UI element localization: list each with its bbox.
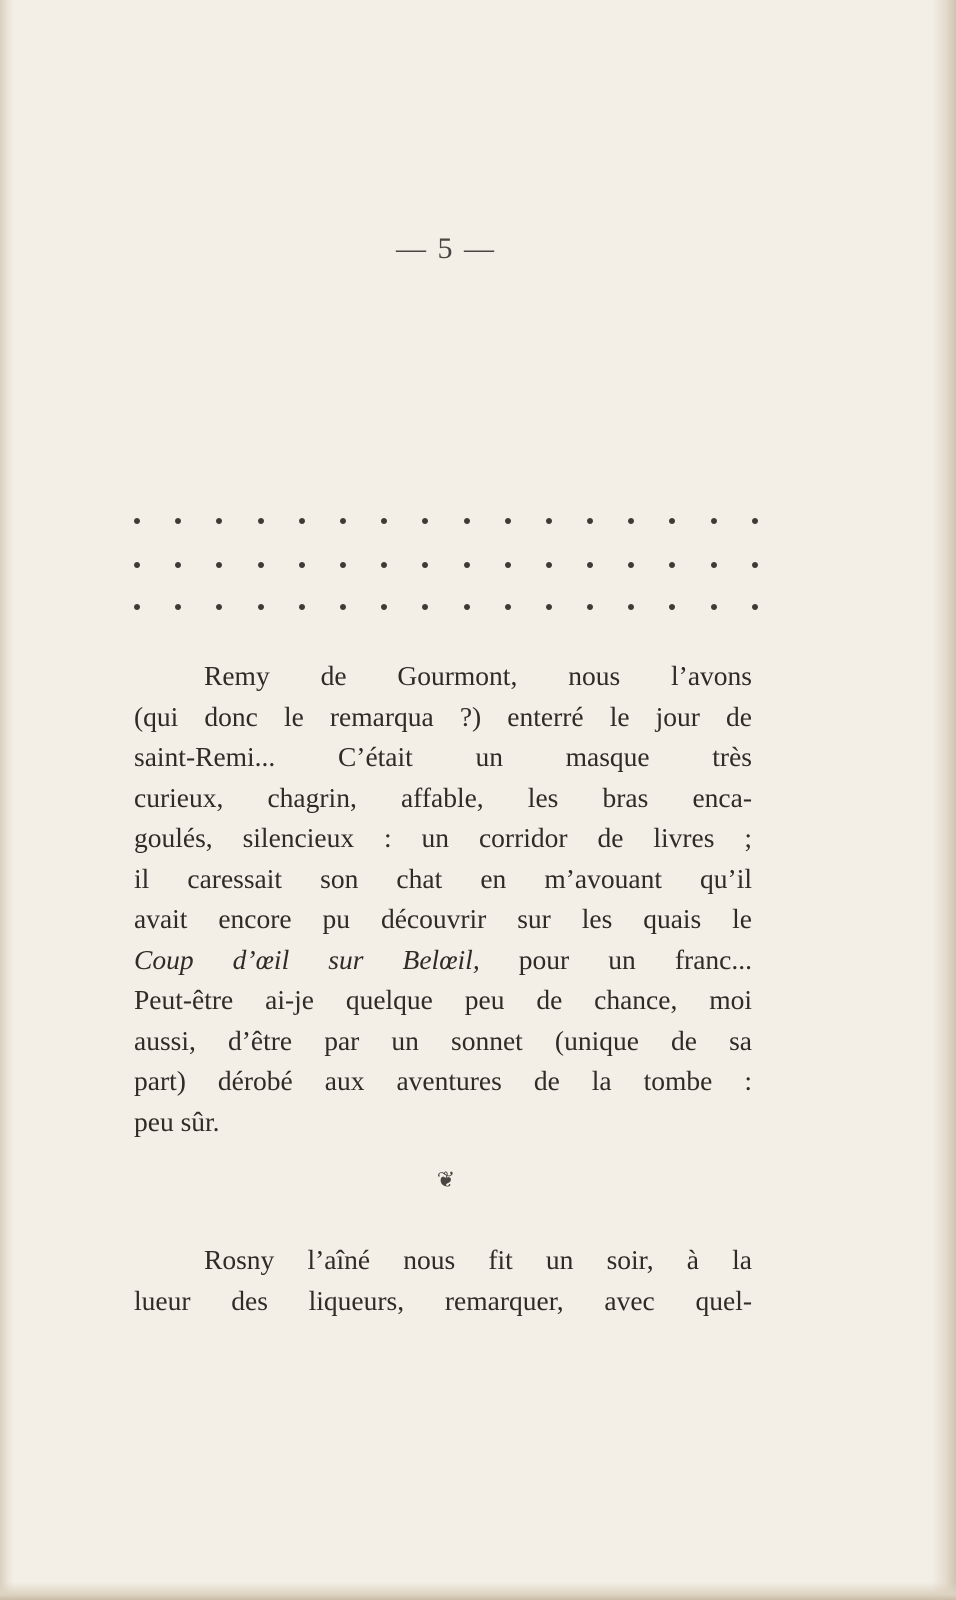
text-line: curieux, chagrin, affable, les bras enca- — [134, 781, 752, 813]
book-title: Coup d’œil sur Belœil, — [134, 943, 480, 975]
text-line: aussi, d’être par un sonnet (unique de sa — [134, 1024, 752, 1056]
ellipsis-row — [134, 518, 758, 524]
text-line: Rosny l’aîné nous fit un soir, à la — [204, 1244, 752, 1275]
paragraph-gourmont — [134, 656, 752, 1142]
text-line: avait encore pu découvrir sur les quais le — [134, 903, 752, 934]
ellipsis-row — [134, 604, 758, 610]
page-edge-bottom — [0, 1582, 956, 1600]
text-line: saint-Remi... C’était un masque très — [134, 741, 752, 772]
paragraph-rosny — [134, 1240, 752, 1321]
text-line-with-title — [134, 940, 752, 981]
text-fragment: pour un franc... — [479, 943, 752, 975]
text-line: Remy de Gourmont, nous l’avons — [204, 660, 752, 691]
text-line: goulés, silencieux : un corridor de livres ; — [134, 822, 752, 853]
text-line: part) dérobé aux aventures de la tombe : — [134, 1065, 752, 1096]
text-line: peu sûr. — [134, 1105, 220, 1137]
fleuron-ornament: ❦ — [436, 1168, 456, 1193]
text-line: (qui donc le remarqua ?) enterré le jour de — [134, 700, 752, 732]
text-line: Peut-être ai-je quelque peu de chance, moi — [134, 984, 752, 1015]
text-line: il caressait son chat en m’avouant qu’il — [134, 862, 752, 894]
ellipsis-row — [134, 562, 758, 568]
text-line: lueur des liqueurs, remarquer, avec quel- — [134, 1284, 752, 1316]
page-edge-right — [932, 0, 956, 1600]
page-number: — 5 — — [396, 232, 496, 265]
